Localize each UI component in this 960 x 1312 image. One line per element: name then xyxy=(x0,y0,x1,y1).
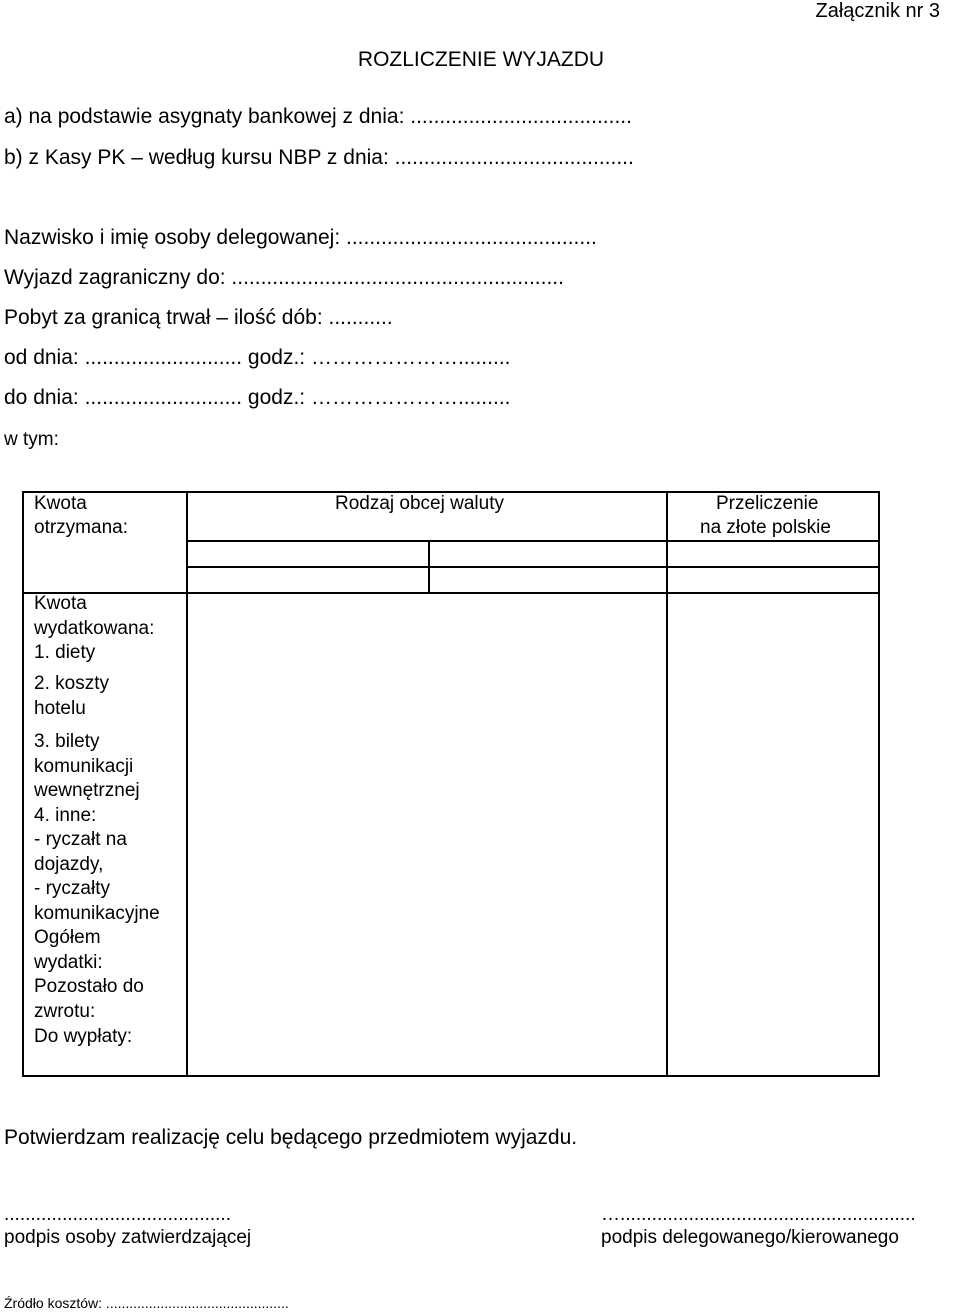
label-other: 4. inne: xyxy=(34,804,97,826)
label-return-2: zwrotu: xyxy=(34,1000,96,1022)
label-spent-2: wydatkowana: xyxy=(34,617,155,639)
field-stay-days: Pobyt za granicą trwał – ilość dób: ........... xyxy=(4,306,393,329)
header-currency: Rodzaj obcej waluty xyxy=(335,493,504,514)
field-bank-assignment: a) na podstawie asygnaty bankowej z dnia: ...................................... xyxy=(4,105,632,128)
header-received-line1: Kwota otrzymana: xyxy=(34,493,128,538)
label-other-b2: komunikacyjne xyxy=(34,902,160,924)
annex-label: Załącznik nr 3 xyxy=(815,0,940,22)
signature-label-delegate: podpis delegowanego/kierowanego xyxy=(601,1227,899,1248)
label-return-1: Pozostało do xyxy=(34,976,144,997)
signature-line-delegate: …........................................................ xyxy=(601,1204,916,1225)
label-spent-1: Kwota xyxy=(34,593,87,614)
field-including: w tym: xyxy=(4,429,59,450)
label-other-b1: - ryczałty xyxy=(34,878,110,899)
field-destination: Wyjazd zagraniczny do: ......................................................... xyxy=(4,266,564,289)
label-hotel-1: 2. koszty xyxy=(34,673,109,694)
header-conversion-line1: Przeliczenie xyxy=(716,493,819,514)
header-conversion-line2: na złote polskie xyxy=(700,517,831,538)
col-divider-3 xyxy=(666,491,668,1075)
field-cash-rate: b) z Kasy PK – według kursu NBP z dnia: ......................................... xyxy=(4,146,634,169)
row-divider-3 xyxy=(22,592,878,594)
row-divider-2 xyxy=(186,566,878,568)
label-tickets-1: 3. bilety xyxy=(34,731,100,752)
signature-label-approver: podpis osoby zatwierdzającej xyxy=(4,1227,252,1248)
label-payout: Do wypłaty: xyxy=(34,1026,133,1047)
document-title: ROZLICZENIE WYJAZDU xyxy=(357,48,605,71)
field-delegate-name: Nazwisko i imię osoby delegowanej: ........................................... xyxy=(4,226,597,249)
label-tickets-3: wewnętrznej xyxy=(34,780,140,801)
label-diety: 1. diety xyxy=(34,642,96,663)
label-tickets-2: komunikacji xyxy=(34,755,134,777)
label-total-1: Ogółem xyxy=(34,927,101,948)
row-divider-1 xyxy=(186,540,878,542)
signature-line-approver: ........................................... xyxy=(4,1204,231,1225)
field-date-from: od dnia: ........................... godz.: …………………......... xyxy=(4,346,511,369)
label-hotel-2: hotelu xyxy=(34,697,86,719)
confirmation-text: Potwierdzam realizację celu będącego przedmiotem wyjazdu. xyxy=(4,1126,578,1149)
cost-source-field: Źródło kosztów: ............................................... xyxy=(4,1295,289,1311)
col-divider-1 xyxy=(186,491,188,1075)
label-other-a2: dojazdy, xyxy=(34,853,104,875)
label-total-2: wydatki: xyxy=(34,951,103,973)
field-date-to: do dnia: ........................... godz.: …………………......... xyxy=(4,386,511,409)
label-other-a1: - ryczałt na xyxy=(34,829,127,850)
